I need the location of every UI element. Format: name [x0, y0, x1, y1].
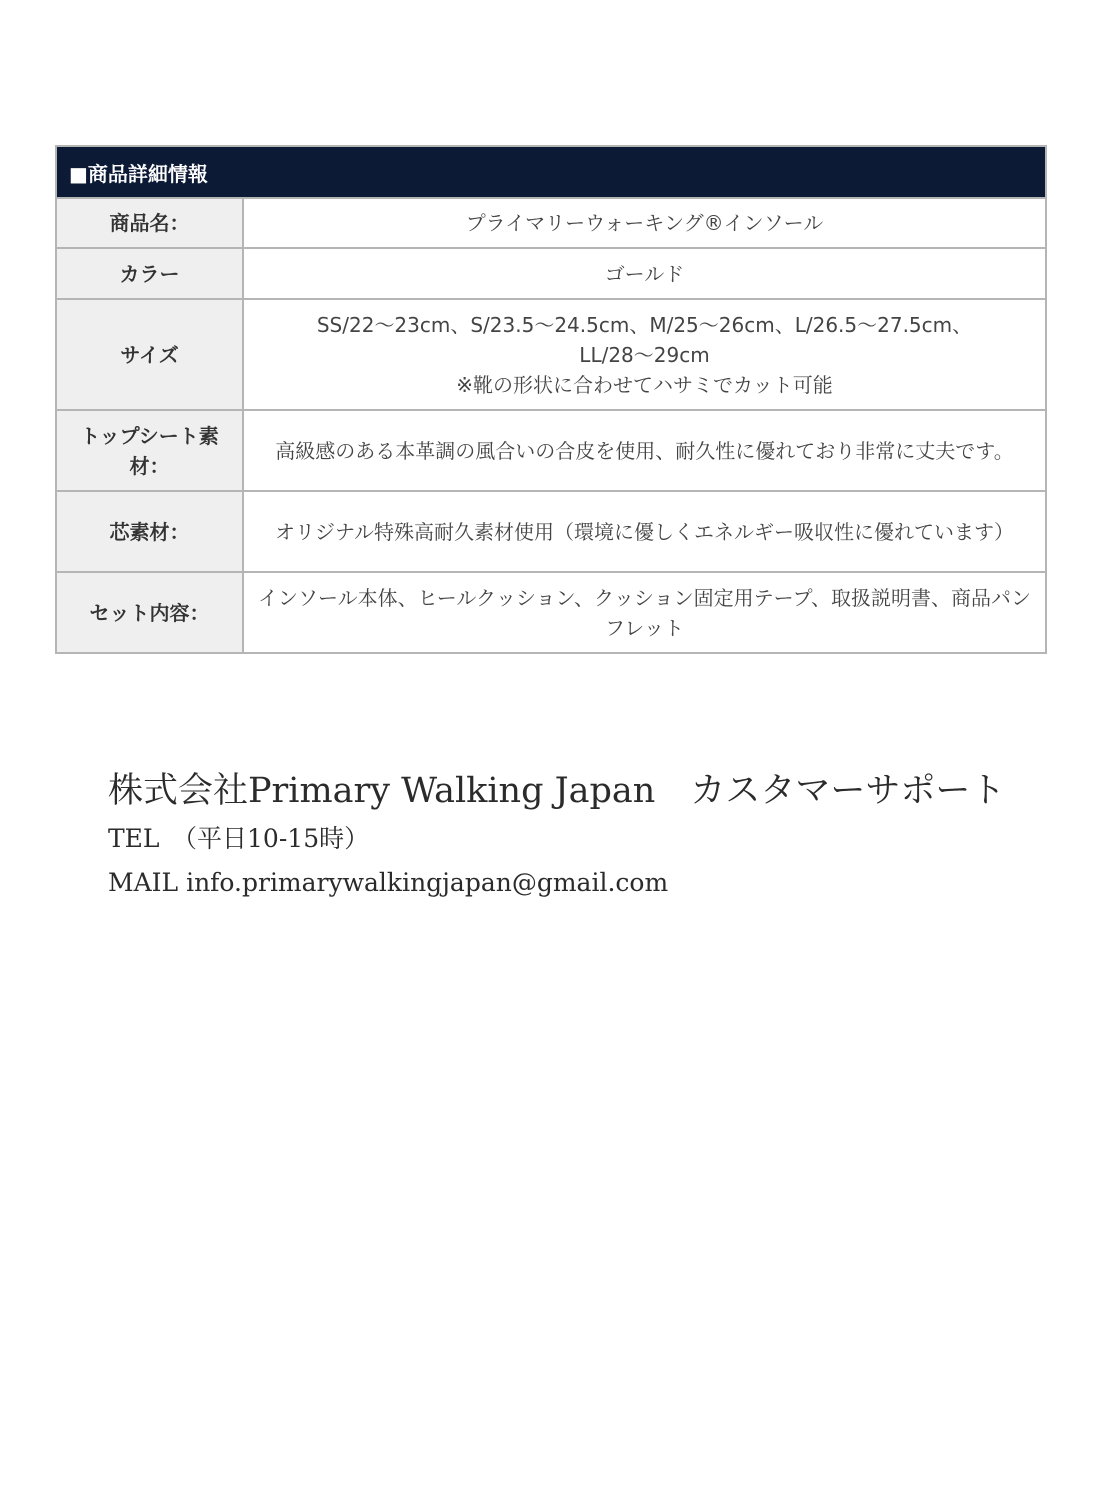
- spec-value: [244, 573, 1045, 652]
- support-tel: TEL （平日10-15時）: [108, 824, 370, 853]
- spec-value-line: プライマリーウォーキング®インソール: [465, 211, 824, 235]
- spec-label: サイズ: [57, 300, 244, 409]
- spec-row-color: [57, 247, 1045, 298]
- spec-label: 商品名：: [57, 199, 244, 247]
- spec-row-core-material: [57, 490, 1045, 571]
- support-title: 株式会社Primary Walking Japan カスタマーサポート: [108, 771, 1006, 811]
- spec-value-line: LL/28～29cm: [579, 342, 710, 367]
- spec-label: セット内容：: [57, 573, 244, 652]
- spec-value: [244, 199, 1045, 247]
- spec-value-line: インソール本体、ヒールクッション、クッション固定用テープ、取扱説明書、商品パンフレット: [258, 585, 1031, 640]
- spec-label: 芯素材：: [57, 492, 244, 571]
- spec-value: [244, 249, 1045, 298]
- spec-value: [244, 411, 1045, 490]
- spec-row-product-name: [57, 197, 1045, 247]
- spec-value: [244, 492, 1045, 571]
- spec-value: [244, 300, 1045, 409]
- spec-value-line: SS/22～23cm、S/23.5～24.5cm、M/25～26cm、L/26.5～27.5cm、: [316, 312, 973, 337]
- spec-value-line: オリジナル特殊高耐久素材使用（環境に優しくエネルギー吸収性に優れています）: [275, 519, 1014, 544]
- spec-label: トップシート素材：: [57, 411, 244, 490]
- customer-support-section: [108, 768, 1005, 900]
- spec-value-line: ゴールド: [604, 261, 685, 286]
- support-mail[interactable]: MAIL info.primarywalkingjapan@gmail.com: [108, 868, 669, 897]
- spec-row-topsheet-material: [57, 409, 1045, 490]
- spec-value-line: 高級感のある本革調の風合いの合皮を使用、耐久性に優れており非常に丈夫です。: [275, 438, 1014, 463]
- spec-value-line: ※靴の形状に合わせてハサミでカット可能: [456, 372, 833, 397]
- product-spec-table: [55, 145, 1047, 654]
- spec-table-header: ■商品詳細情報: [57, 147, 1045, 197]
- spec-row-set-contents: [57, 571, 1045, 652]
- spec-row-size: [57, 298, 1045, 409]
- spec-label: カラー: [57, 249, 244, 298]
